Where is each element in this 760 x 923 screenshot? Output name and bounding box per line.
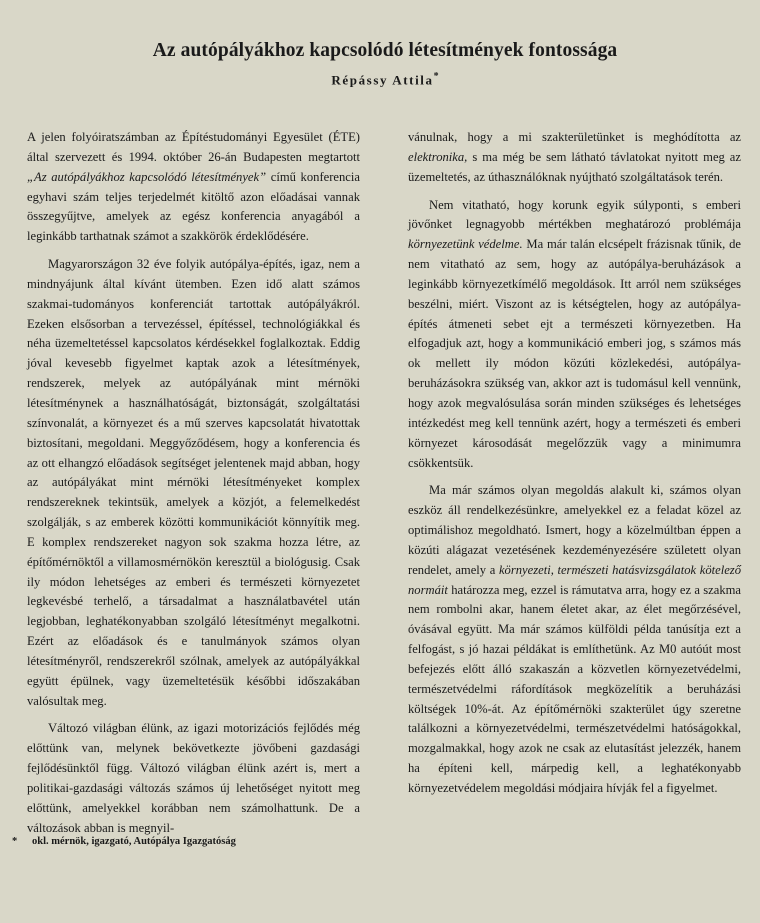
paragraph-environment [408, 196, 741, 474]
footnote [12, 836, 352, 847]
paragraph-text: Ma már talán elcsépelt frázisnak tűnik, de nem vitatható az sem, hogy az autópálya-beruházások a leginkább környezetkímélő megoldások. Itt arról nem szükséges beszélni, miért. Viszont az is kétségtelen, hogy az autópálya-építés átmeneti sebet ejt a természeti környezetben. Ha elfogadjuk azt, hogy a kommunikáció emberi jog, s számos más ok mellett ily módon közúti közlekedési, autópálya-beruházásokra szükség van, akkor azt is tudomásul kell vennünk, hogy azok megvalósulása során minden szükséges és lehetséges intézkedést meg kell tennünk azért, hogy a természeti és emberi környezet károsodását megelőzzük vagy a minimumra csökkentsük. [408, 237, 741, 470]
paragraph-text: s ma még be sem látható távlatokat nyitott meg az üzemeltetés, az úthasználóknak nyújtható szolgáltatások terén. [408, 149, 741, 184]
paragraph-electronics [408, 128, 741, 188]
emphasized-text: „Az autópályákhoz kapcsolódó létesítmények” [27, 169, 267, 184]
paragraph-text: című konferencia egyhavi szám teljes terjedelmét kitöltő azon előadásai vannak összegyűjtve, amelyek az egész konferencia anyagából a leginkább tarthatnak számot a szakkörök érdeklődésére. [27, 169, 360, 244]
paragraph-intro [27, 128, 360, 247]
paragraph-history: Magyarországon 32 éve folyik autópálya-építés, igaz, nem a mindnyájunk által kívánt ütemben. Ezen idő alatt számos szakmai-tudományos konferenciát tartottak autópályákról. Ezeken elsősorban a tervezéssel, építéssel, technológiákkal és néha üzemeltetéssel kapcsolatos kérdésekkel foglalkoztak. Eddig jóval kevesebb figyelmet kaptak azok a létesítmények, rendszerek, melyek az autópályának mint mérnöki létesítménynek a használhatóságát, biztonságát, szolgáltatási színvonalát, a környezet és a mű szerves kapcsolatát hivatottak biztosítani, megoldani. Meggyőződésem, hogy a konferencia és az ott elhangzó előadások segítséget jelentenek majd abban, hogy az autópályákat mint mérnöki létesítményeket komplex rendszereknek tekintsük, amelyek a közjót, a felemelkedést szolgálják, s az emberek közötti kommunikációt könnyítik meg. E komplex rendszereket nagyon sok szakma hozza létre, az építőmérnöktől a villamosmérnökön keresztül a biológusig. Csak ily módon lehetséges az emberi és természeti környezetet legkevésbé terhelő, a társadalmat a használatbavétel után legjobban, leghatékonyabban szolgáló létesítményt megalkotni. Ezért az előadások és e tanulmányok számos olyan létesítményről, rendszerekről szólnak, amelyek az autópályákkal együtt épülnek, vagy üzemeltetésük későbbi időszakában valósultak meg. [27, 257, 360, 708]
paragraph-text: határozza meg, ezzel is rámutatva arra, hogy ez a szakma nem rombolni akar, hanem életet akar, az élet megőrzésével, óvásával együtt. Ma már számos külföldi példa tanúsítja ezt a felfogást, s jó hazai példákat is említhetünk. Az M0 autóút most befejezés előtt álló szakaszán a közvetlen környezetvédelmi, természetvédelmi ráfordítások megközelítik a beruházási költségek 10%-át. Az építőmérnöki szakterület úgy szeretne találkozni a környezetvédelmi, természetvédelmi hatóságokkal, mozgalmakkal, hogy azok ne csak az elutasítást jelezzék, hanem ha építeni kell, márpedig kell, a leghatékonyabb környezetvédelem megoldási módjaira hívják fel a figyelmet. [408, 582, 741, 795]
left-column [27, 128, 360, 839]
emphasized-text: környezeti, természeti hatásvizsgálatok kötelező normáit [408, 562, 741, 597]
author-name: Répássy Attila [331, 72, 434, 88]
emphasized-text: elektronika, [408, 149, 468, 164]
right-column [408, 128, 741, 799]
author-footnote-mark: * [433, 71, 439, 82]
footnote-mark: * [12, 836, 18, 847]
paragraph-text: Ma már számos olyan megoldás alakult ki, számos olyan eszköz áll rendelkezésünkre, amelyekkel ez a feladat közel az optimálishoz megoldható. Ismert, hogy a közelmúltban éppen a közúti alágazat vezetésének kezdeményezésére született olyan rendelet, amely a [408, 483, 741, 577]
emphasized-text: környezetünk védelme. [408, 237, 523, 252]
article-title: Az autópályákhoz kapcsolódó létesítmények fontossága [152, 40, 618, 61]
paragraph-text: A jelen folyóiratszámban az Építéstudományi Egyesület (ÉTE) által szervezett és 1994. október 26-án Budapesten megtartott [27, 130, 360, 164]
paragraph-text: Nem vitatható, hogy korunk egyik súlyponti, s emberi jövőnket legnagyobb mértékben meghatározó problémája [408, 197, 741, 232]
paragraph-text: vánulnak, hogy a mi szakterületünket is meghódította az [408, 130, 741, 144]
paragraph-solutions [408, 481, 741, 799]
footnote-text: okl. mérnök, igazgató, Autópálya Igazgatóság [32, 836, 236, 847]
article-author [0, 71, 760, 88]
paragraph-changing-world: Változó világban élünk, az igazi motorizációs fejlődés még előttünk van, melynek bekövetkezte jövőbeni gazdasági fejlődésünktől függ. Változó világban élünk azért is, mert a politikai-gazdasági változás számos új lehetőséget nyitott meg előttünk, amelyekkel korábban nem számolhattunk. De a változások abban is megnyil- [27, 721, 360, 835]
